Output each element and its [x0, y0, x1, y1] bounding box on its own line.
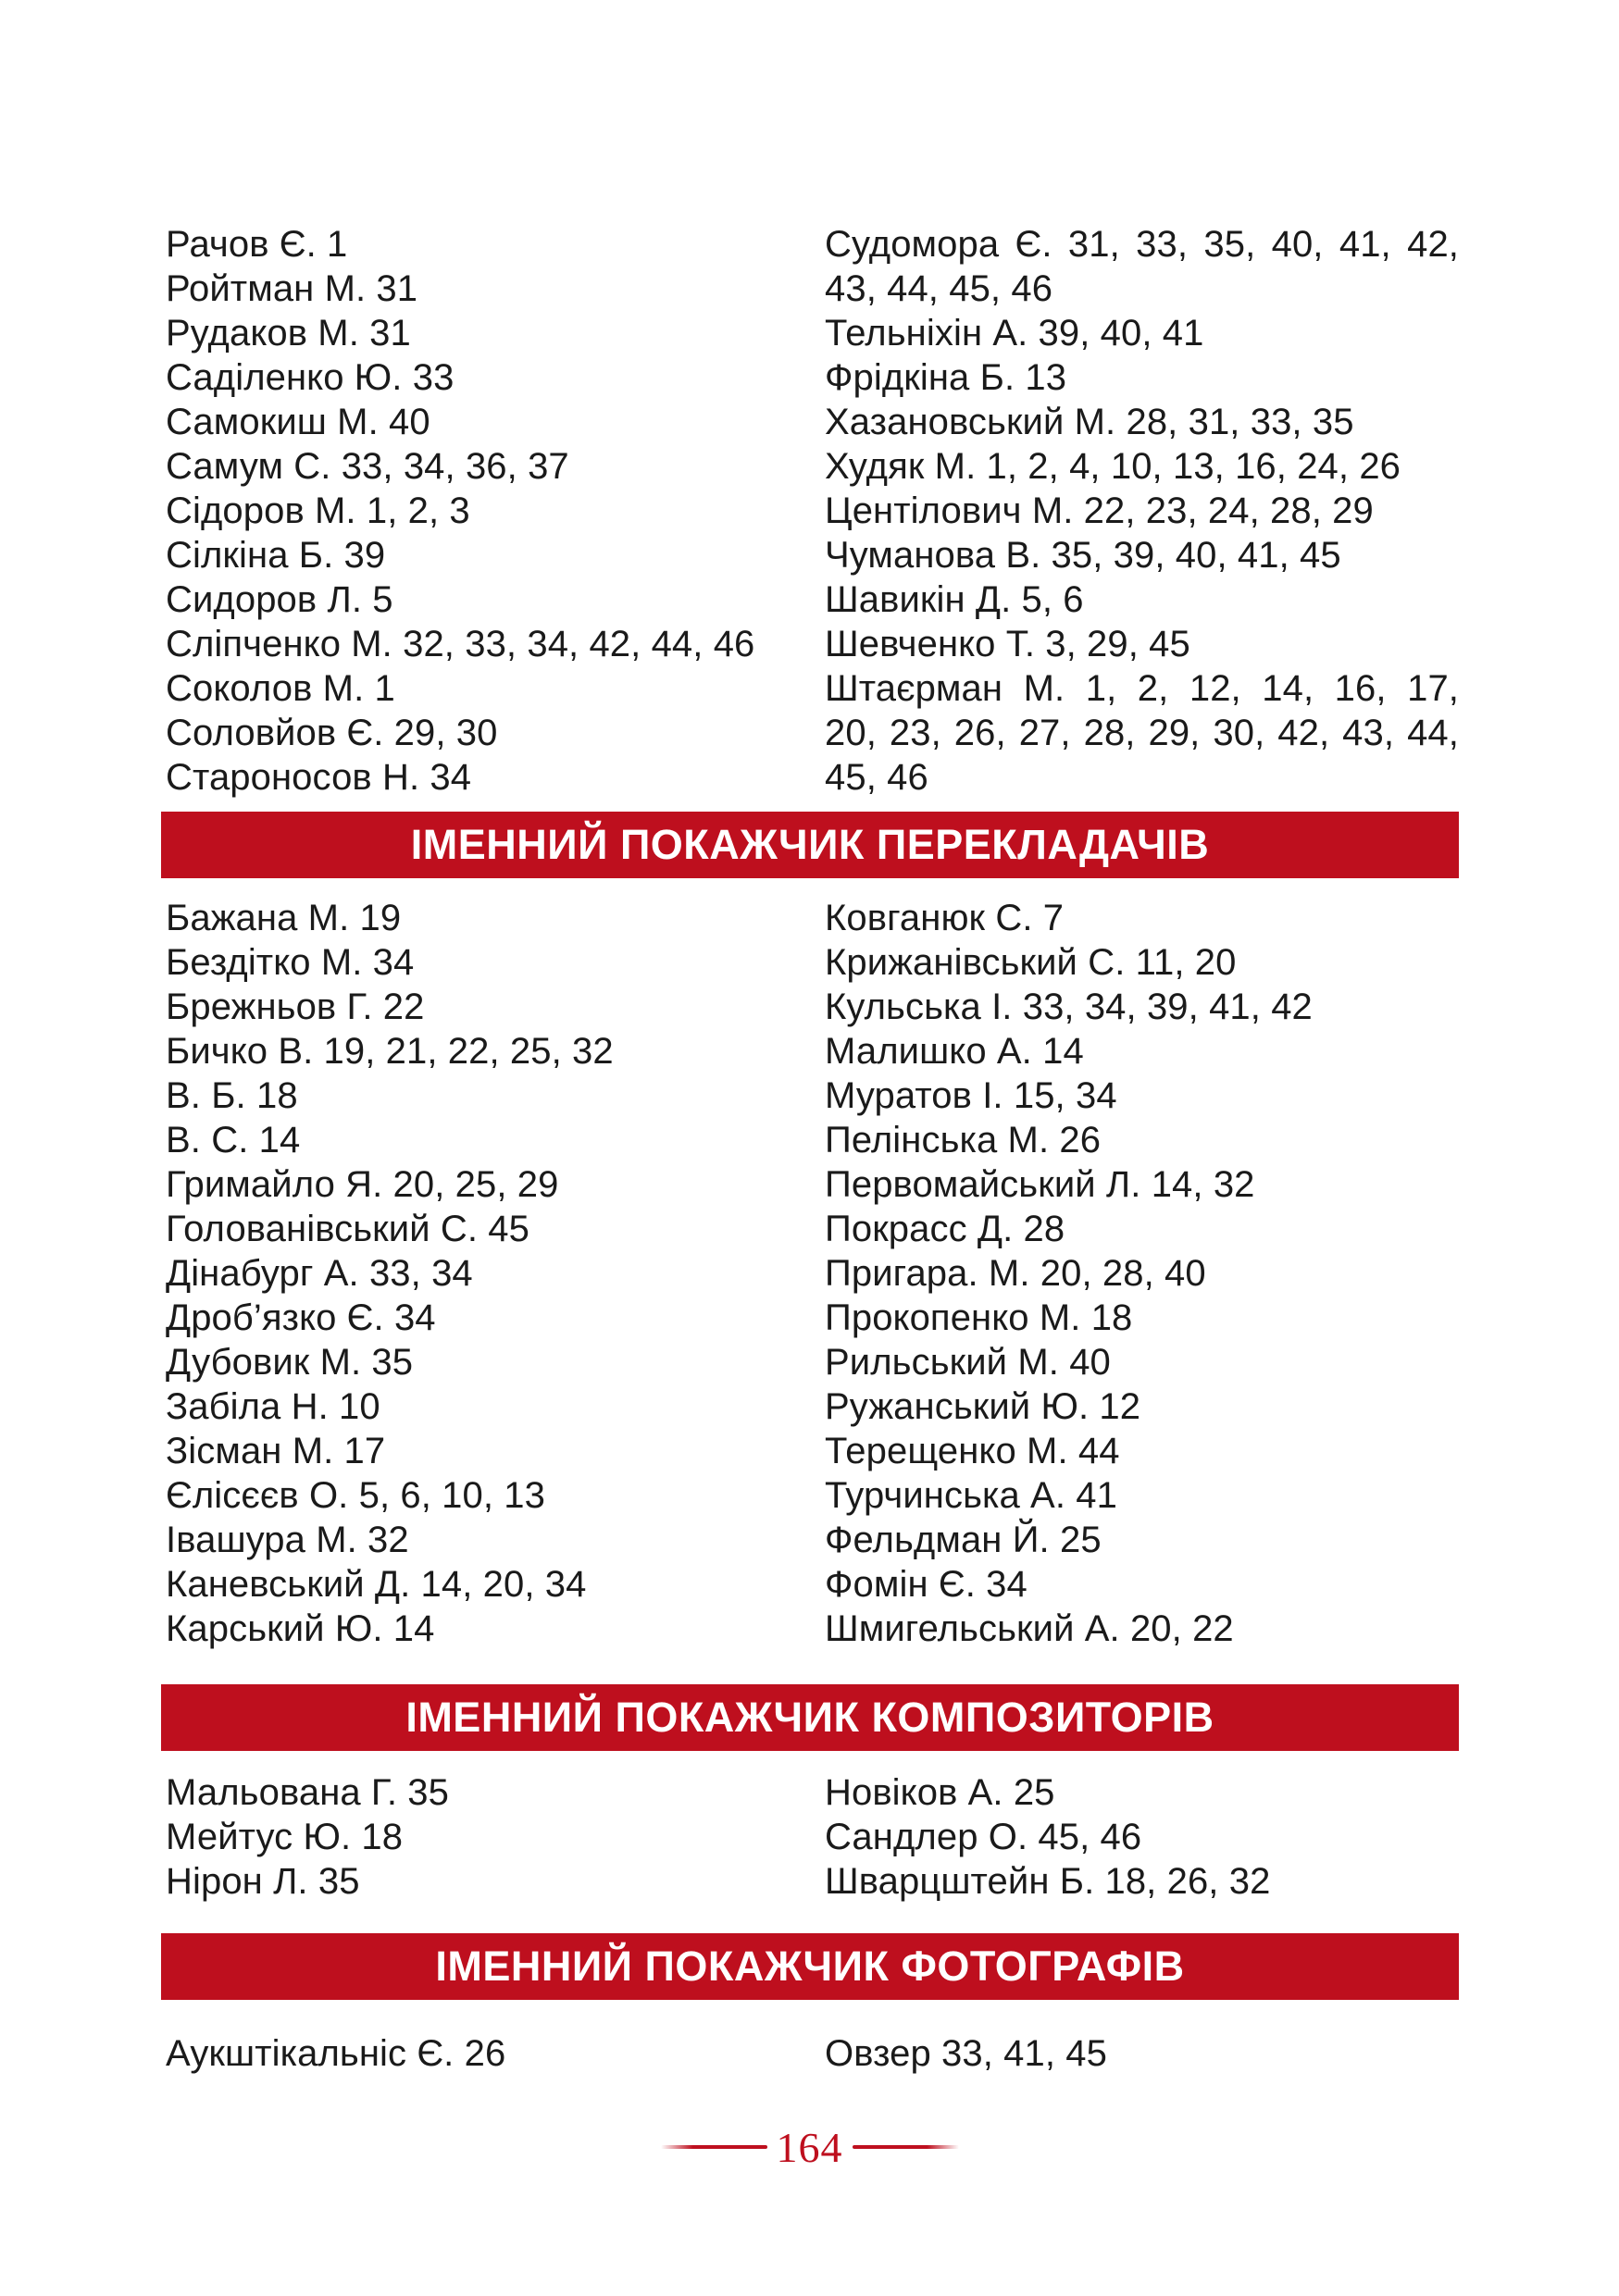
section-heading-photographers: ІМЕННИЙ ПОКАЖЧИК ФОТОГРАФІВ: [161, 1933, 1459, 2000]
index-entry: Ружанський Ю. 12: [825, 1386, 1141, 1427]
section-heading-translators: ІМЕННИЙ ПОКАЖЧИК ПЕРЕКЛАДАЧІВ: [161, 812, 1459, 878]
index-entry: Рачов Є. 1: [166, 224, 348, 265]
index-entry: Івашура М. 32: [166, 1520, 409, 1560]
index-entry: Фельдман Й. 25: [825, 1520, 1102, 1560]
index-entry: Овзер 33, 41, 45: [825, 2033, 1107, 2074]
index-entry: Муратов І. 15, 34: [825, 1075, 1117, 1116]
index-entry: Бичко В. 19, 21, 22, 25, 32: [166, 1031, 614, 1072]
index-entry: Худяк М. 1, 2, 4, 10, 13, 16, 24, 26: [825, 446, 1401, 487]
index-entry: Сліпченко М. 32, 33, 34, 42, 44, 46: [166, 624, 755, 664]
index-entry: Дубовик М. 35: [166, 1342, 414, 1383]
index-entry: Фрідкіна Б. 13: [825, 357, 1067, 398]
index-entry: Турчинська А. 41: [825, 1475, 1117, 1516]
index-entry: Староносов Н. 34: [166, 757, 472, 798]
index-column-right: [825, 1770, 1459, 1904]
index-entry: Самум С. 33, 34, 36, 37: [166, 446, 569, 487]
index-entry: Пригара. М. 20, 28, 40: [825, 1253, 1206, 1294]
index-section-photographers: [166, 2031, 1459, 2076]
footer-rule-left: [661, 2145, 767, 2149]
index-entry: Голованівський С. 45: [166, 1209, 529, 1249]
index-entry: Забіла Н. 10: [166, 1386, 380, 1427]
index-entry: 45, 46: [825, 757, 928, 798]
index-column-left: [166, 2031, 804, 2076]
index-entry: Рильський М. 40: [825, 1342, 1111, 1383]
index-entry: Чуманова В. 35, 39, 40, 41, 45: [825, 535, 1341, 576]
index-entry: Шавикін Д. 5, 6: [825, 579, 1084, 620]
index-entry: Саділенко Ю. 33: [166, 357, 455, 398]
index-entry: 43, 44, 45, 46: [825, 268, 1053, 309]
index-entry: Мальована Г. 35: [166, 1772, 449, 1813]
index-column-left: [166, 1770, 804, 1904]
index-section-continued: [166, 222, 1459, 800]
page-number: 164: [776, 2123, 843, 2171]
index-entry: Терещенко М. 44: [825, 1431, 1120, 1471]
index-entry: Сідоров М. 1, 2, 3: [166, 490, 470, 531]
index-entry: Первомайський Л. 14, 32: [825, 1164, 1255, 1205]
index-entry: Нірон Л. 35: [166, 1861, 360, 1902]
index-entry: Малишко А. 14: [825, 1031, 1084, 1072]
index-entry: Тельніхін А. 39, 40, 41: [825, 313, 1204, 354]
index-entry: Соколов М. 1: [166, 668, 395, 709]
index-entry: В. С. 14: [166, 1120, 301, 1160]
index-entry: Сілкіна Б. 39: [166, 535, 386, 576]
index-entry: Шварцштейн Б. 18, 26, 32: [825, 1861, 1271, 1902]
index-entry: Ковганюк С. 7: [825, 898, 1065, 938]
index-column-left: [166, 222, 804, 800]
index-entry: Карський Ю. 14: [166, 1608, 435, 1649]
index-entry: Кульська І. 33, 34, 39, 41, 42: [825, 987, 1313, 1027]
index-entry: Судомора Є. 31, 33, 35, 40, 41, 42,: [825, 224, 1459, 265]
index-entry: Єлісєєв О. 5, 6, 10, 13: [166, 1475, 545, 1516]
index-entry: Бажана М. 19: [166, 898, 402, 938]
index-entry: Новіков А. 25: [825, 1772, 1055, 1813]
index-entry: Дроб’язко Є. 34: [166, 1297, 436, 1338]
index-entry: Сидоров Л. 5: [166, 579, 393, 620]
page-footer: [0, 2119, 1619, 2175]
index-entry: Шмигельський А. 20, 22: [825, 1608, 1234, 1649]
index-entry: Самокиш М. 40: [166, 402, 430, 442]
index-entry: Каневський Д. 14, 20, 34: [166, 1564, 587, 1605]
index-entry: Соловйов Є. 29, 30: [166, 713, 498, 753]
index-entry: Прокопенко М. 18: [825, 1297, 1133, 1338]
index-entry: Рудаков М. 31: [166, 313, 411, 354]
index-entry: Центілович М. 22, 23, 24, 28, 29: [825, 490, 1374, 531]
index-entry: Дінабург А. 33, 34: [166, 1253, 473, 1294]
index-entry: Хазановський М. 28, 31, 33, 35: [825, 402, 1354, 442]
index-entry: Мейтус Ю. 18: [166, 1817, 404, 1857]
index-column-right: [825, 896, 1459, 1651]
index-entry: Пелінська М. 26: [825, 1120, 1102, 1160]
index-entry: 20, 23, 26, 27, 28, 29, 30, 42, 43, 44,: [825, 713, 1459, 753]
index-entry: Брежньов Г. 22: [166, 987, 425, 1027]
index-section-composers: [166, 1770, 1459, 1904]
index-entry: Гримайло Я. 20, 25, 29: [166, 1164, 559, 1205]
index-column-right: [825, 2031, 1459, 2076]
index-entry: Штаєрман М. 1, 2, 12, 14, 16, 17,: [825, 668, 1459, 709]
index-section-translators: [166, 896, 1459, 1651]
index-entry: Фомін Є. 34: [825, 1564, 1027, 1605]
index-entry: Покрасс Д. 28: [825, 1209, 1065, 1249]
index-entry: В. Б. 18: [166, 1075, 298, 1116]
index-entry: Ройтман М. 31: [166, 268, 418, 309]
index-column-left: [166, 896, 804, 1651]
index-entry: Сандлер О. 45, 46: [825, 1817, 1142, 1857]
index-entry: Крижанівський С. 11, 20: [825, 942, 1237, 983]
index-entry: Шевченко Т. 3, 29, 45: [825, 624, 1190, 664]
index-entry: Зісман М. 17: [166, 1431, 386, 1471]
footer-rule-right: [853, 2145, 959, 2149]
section-heading-composers: ІМЕННИЙ ПОКАЖЧИК КОМПОЗИТОРІВ: [161, 1684, 1459, 1751]
index-column-right: [825, 222, 1459, 800]
index-entry: Аукштікальніс Є. 26: [166, 2033, 506, 2074]
index-entry: Бездітко М. 34: [166, 942, 415, 983]
